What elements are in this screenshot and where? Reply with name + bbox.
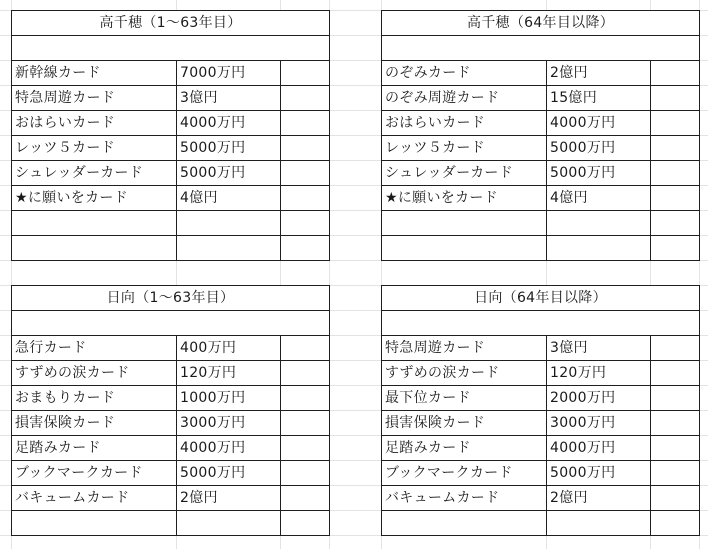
- empty-cell[interactable]: [651, 436, 700, 461]
- card-name-cell[interactable]: 急行カード: [12, 336, 177, 361]
- empty-cell[interactable]: [281, 236, 330, 261]
- blank-cell[interactable]: [382, 311, 700, 336]
- empty-cell[interactable]: [651, 211, 700, 236]
- table-title: 日向（64年目以降）: [382, 286, 700, 311]
- card-name-cell[interactable]: 特急周遊カード: [12, 86, 177, 111]
- empty-cell[interactable]: [281, 86, 330, 111]
- card-table-takachiho-early: [11, 10, 330, 261]
- empty-cell[interactable]: [651, 361, 700, 386]
- empty-cell[interactable]: [281, 186, 330, 211]
- table-row: [382, 61, 700, 86]
- empty-cell[interactable]: [651, 136, 700, 161]
- card-name-cell[interactable]: おまもりカード: [12, 386, 177, 411]
- table-row: [12, 86, 330, 111]
- table-row: [382, 461, 700, 486]
- card-price-cell[interactable]: [177, 236, 281, 261]
- card-name-cell[interactable]: バキュームカード: [382, 486, 547, 511]
- blank-cell[interactable]: [382, 36, 700, 61]
- table-row: [12, 361, 330, 386]
- table-row: [12, 111, 330, 136]
- card-price-cell[interactable]: 4000万円: [547, 111, 651, 136]
- empty-cell[interactable]: [651, 111, 700, 136]
- table-blank-row: [382, 36, 700, 61]
- card-price-cell[interactable]: 5000万円: [177, 136, 281, 161]
- card-price-cell[interactable]: 120万円: [177, 361, 281, 386]
- card-name-cell[interactable]: ★に願いをカード: [12, 186, 177, 211]
- empty-cell[interactable]: [651, 236, 700, 261]
- card-name-cell[interactable]: おはらいカード: [382, 111, 547, 136]
- card-price-cell[interactable]: [177, 511, 281, 536]
- card-name-cell[interactable]: シュレッダーカード: [12, 161, 177, 186]
- card-name-cell[interactable]: 新幹線カード: [12, 61, 177, 86]
- card-price-cell[interactable]: 15億円: [547, 86, 651, 111]
- blank-cell[interactable]: [12, 36, 330, 61]
- card-name-cell[interactable]: [382, 211, 547, 236]
- card-name-cell[interactable]: シュレッダーカード: [382, 161, 547, 186]
- empty-cell[interactable]: [651, 486, 700, 511]
- card-price-cell[interactable]: 4億円: [547, 186, 651, 211]
- table-row: [382, 411, 700, 436]
- card-name-cell[interactable]: [12, 211, 177, 236]
- card-price-cell[interactable]: 5000万円: [547, 161, 651, 186]
- table-row: [382, 136, 700, 161]
- card-name-cell[interactable]: おはらいカード: [12, 111, 177, 136]
- table-row: [12, 61, 330, 86]
- card-name-cell[interactable]: ブックマークカード: [12, 461, 177, 486]
- card-price-cell[interactable]: 3億円: [547, 336, 651, 361]
- card-name-cell[interactable]: [382, 236, 547, 261]
- table-title-row: [382, 286, 700, 311]
- card-table-hyuga-late: [381, 285, 700, 536]
- card-price-cell[interactable]: [547, 236, 651, 261]
- empty-cell[interactable]: [281, 211, 330, 236]
- card-price-cell[interactable]: 2億円: [177, 486, 281, 511]
- table-row: [382, 436, 700, 461]
- table-row: [382, 336, 700, 361]
- table-row: [12, 186, 330, 211]
- card-price-cell[interactable]: 4000万円: [547, 436, 651, 461]
- card-name-cell[interactable]: 足踏みカード: [12, 436, 177, 461]
- empty-cell[interactable]: [651, 386, 700, 411]
- card-name-cell[interactable]: バキュームカード: [12, 486, 177, 511]
- card-price-cell[interactable]: 5000万円: [547, 461, 651, 486]
- card-name-cell[interactable]: 損害保険カード: [12, 411, 177, 436]
- empty-cell[interactable]: [281, 136, 330, 161]
- empty-cell[interactable]: [281, 436, 330, 461]
- card-name-cell[interactable]: 特急周遊カード: [382, 336, 547, 361]
- table-row: [12, 161, 330, 186]
- card-name-cell[interactable]: すずめの涙カード: [12, 361, 177, 386]
- card-price-cell[interactable]: 400万円: [177, 336, 281, 361]
- empty-cell[interactable]: [651, 161, 700, 186]
- table-row: [382, 161, 700, 186]
- table-row: [382, 511, 700, 536]
- empty-cell[interactable]: [651, 186, 700, 211]
- table-title: 高千穂（1〜63年目）: [12, 11, 330, 36]
- card-name-cell[interactable]: のぞみ周遊カード: [382, 86, 547, 111]
- table-row: [12, 211, 330, 236]
- empty-cell[interactable]: [281, 361, 330, 386]
- table-blank-row: [12, 311, 330, 336]
- card-name-cell[interactable]: [382, 511, 547, 536]
- empty-cell[interactable]: [281, 511, 330, 536]
- table-row: [12, 411, 330, 436]
- card-name-cell[interactable]: ★に願いをカード: [382, 186, 547, 211]
- card-name-cell[interactable]: のぞみカード: [382, 61, 547, 86]
- card-name-cell[interactable]: [12, 236, 177, 261]
- empty-cell[interactable]: [281, 61, 330, 86]
- table-row: [382, 111, 700, 136]
- table-row: [382, 236, 700, 261]
- card-name-cell[interactable]: レッツ５カード: [382, 136, 547, 161]
- table-row: [382, 361, 700, 386]
- card-name-cell[interactable]: 足踏みカード: [382, 436, 547, 461]
- card-name-cell[interactable]: [12, 511, 177, 536]
- table-row: [382, 211, 700, 236]
- card-table-hyuga-early: [11, 285, 330, 536]
- card-price-cell[interactable]: 2000万円: [547, 386, 651, 411]
- empty-cell[interactable]: [651, 61, 700, 86]
- card-price-cell[interactable]: 4000万円: [177, 111, 281, 136]
- table-row: [382, 386, 700, 411]
- table-row: [12, 511, 330, 536]
- table-row: [382, 486, 700, 511]
- table-row: [382, 86, 700, 111]
- card-name-cell[interactable]: 最下位カード: [382, 386, 547, 411]
- card-price-cell[interactable]: 2億円: [547, 61, 651, 86]
- card-price-cell[interactable]: 5000万円: [177, 161, 281, 186]
- card-price-cell[interactable]: 3000万円: [177, 411, 281, 436]
- empty-cell[interactable]: [281, 486, 330, 511]
- empty-cell[interactable]: [281, 411, 330, 436]
- card-price-cell[interactable]: [547, 211, 651, 236]
- empty-cell[interactable]: [281, 386, 330, 411]
- empty-cell[interactable]: [281, 336, 330, 361]
- table-title-row: [12, 11, 330, 36]
- card-table-takachiho-late: [381, 10, 700, 261]
- table-row: [12, 486, 330, 511]
- card-price-cell[interactable]: 4000万円: [177, 436, 281, 461]
- empty-cell[interactable]: [651, 411, 700, 436]
- card-name-cell[interactable]: ブックマークカード: [382, 461, 547, 486]
- table-blank-row: [382, 311, 700, 336]
- card-name-cell[interactable]: 損害保険カード: [382, 411, 547, 436]
- card-price-cell[interactable]: 1000万円: [177, 386, 281, 411]
- card-price-cell[interactable]: 5000万円: [547, 136, 651, 161]
- table-title-row: [12, 286, 330, 311]
- empty-cell[interactable]: [651, 336, 700, 361]
- table-title: 高千穂（64年目以降）: [382, 11, 700, 36]
- card-price-cell[interactable]: 5000万円: [177, 461, 281, 486]
- table-row: [12, 386, 330, 411]
- table-row: [12, 336, 330, 361]
- card-price-cell[interactable]: 2億円: [547, 486, 651, 511]
- empty-cell[interactable]: [281, 461, 330, 486]
- card-price-cell[interactable]: 7000万円: [177, 61, 281, 86]
- card-price-cell[interactable]: 120万円: [547, 361, 651, 386]
- table-row: [12, 236, 330, 261]
- card-price-cell[interactable]: 3000万円: [547, 411, 651, 436]
- table-row: [12, 461, 330, 486]
- empty-cell[interactable]: [651, 86, 700, 111]
- card-name-cell[interactable]: レッツ５カード: [12, 136, 177, 161]
- card-price-cell[interactable]: 3億円: [177, 86, 281, 111]
- table-blank-row: [12, 36, 330, 61]
- card-price-cell[interactable]: [547, 511, 651, 536]
- table-row: [382, 186, 700, 211]
- card-price-cell[interactable]: [177, 211, 281, 236]
- table-row: [12, 136, 330, 161]
- blank-cell[interactable]: [12, 311, 330, 336]
- table-row: [12, 436, 330, 461]
- table-title-row: [382, 11, 700, 36]
- empty-cell[interactable]: [281, 161, 330, 186]
- table-title: 日向（1〜63年目）: [12, 286, 330, 311]
- card-price-cell[interactable]: 4億円: [177, 186, 281, 211]
- empty-cell[interactable]: [651, 461, 700, 486]
- empty-cell[interactable]: [281, 111, 330, 136]
- card-name-cell[interactable]: すずめの涙カード: [382, 361, 547, 386]
- empty-cell[interactable]: [651, 511, 700, 536]
